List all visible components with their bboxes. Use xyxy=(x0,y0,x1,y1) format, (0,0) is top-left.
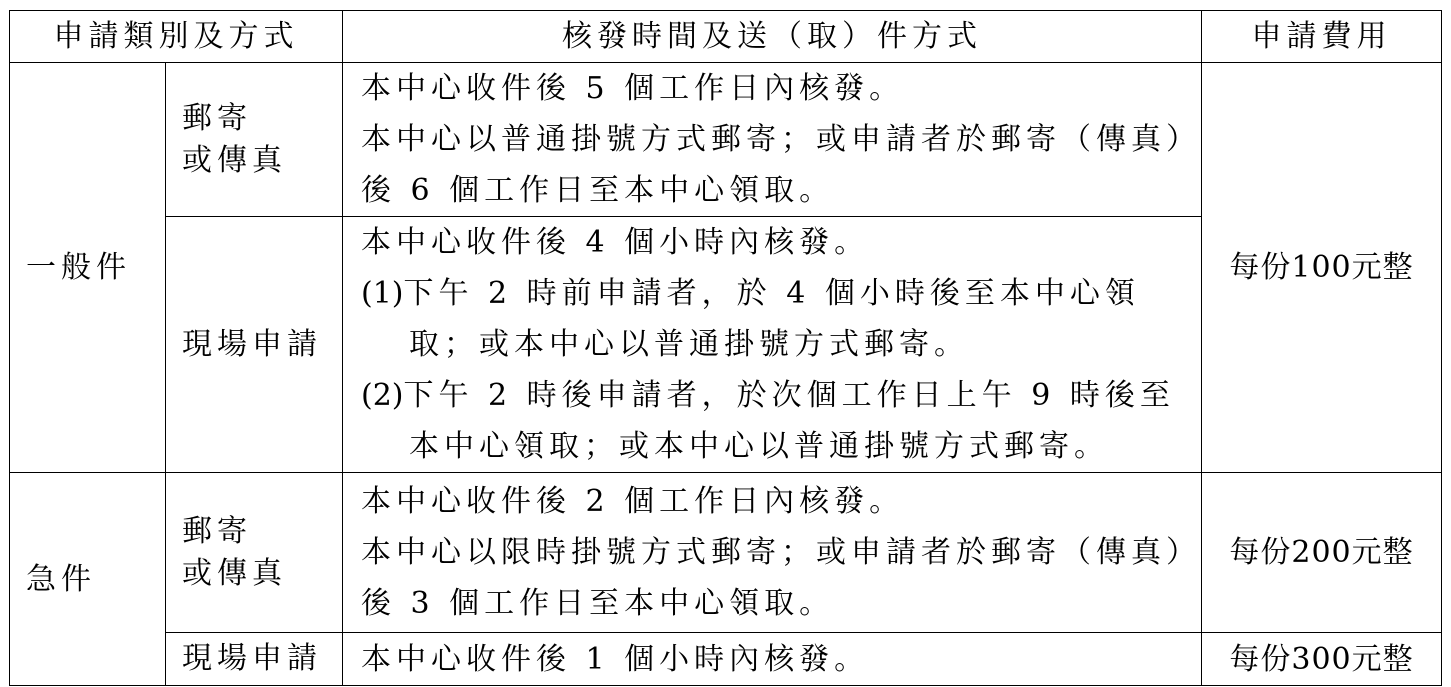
description-general-mail-fax xyxy=(343,63,1202,217)
description-line: 本中心以普通掛號方式郵寄；或申請者於郵寄（傳真）後 6 個工作日至本中心領取。 xyxy=(361,122,1186,208)
method-line: 郵寄 xyxy=(182,513,252,549)
fee-general: 每份100元整 xyxy=(1202,63,1442,473)
method-line: 或傳真 xyxy=(182,142,287,178)
list-item xyxy=(361,268,1187,370)
table-row-urgent-onsite xyxy=(10,633,1442,686)
description-line: 本中心收件後 2 個工作日內核發。 xyxy=(361,484,905,519)
method-onsite-general: 現場申請 xyxy=(166,217,343,473)
method-mail-fax-general xyxy=(166,63,343,217)
header-category-method: 申請類別及方式 xyxy=(10,11,343,63)
method-line: 郵寄 xyxy=(182,100,252,136)
category-urgent: 急件 xyxy=(10,473,166,686)
list-text: 下午 2 時後申請者，於次個工作日上午 9 時後至本中心領取；或本中心以普通掛號方式郵寄。 xyxy=(403,378,1175,464)
description-line: 本中心收件後 4 個小時內核發。 xyxy=(361,225,870,260)
header-issue-time-delivery: 核發時間及送（取）件方式 xyxy=(343,11,1202,63)
list-item xyxy=(361,370,1187,472)
list-number: (2) xyxy=(361,378,404,413)
fee-urgent-mail-fax: 每份200元整 xyxy=(1202,473,1442,633)
method-onsite-urgent: 現場申請 xyxy=(166,633,343,686)
method-line: 或傳真 xyxy=(182,555,287,591)
description-line: 本中心以限時掛號方式郵寄；或申請者於郵寄（傳真）後 3 個工作日至本中心領取。 xyxy=(361,535,1186,621)
method-mail-fax-urgent xyxy=(166,473,343,633)
header-row xyxy=(10,11,1442,63)
header-fee: 申請費用 xyxy=(1202,11,1442,63)
category-general: 一般件 xyxy=(10,63,166,473)
description-urgent-mail-fax xyxy=(343,473,1202,633)
table-row-general-mail-fax xyxy=(10,63,1442,217)
fee-urgent-onsite: 每份300元整 xyxy=(1202,633,1442,686)
table-row-urgent-mail-fax xyxy=(10,473,1442,633)
list-text: 下午 2 時前申請者，於 4 個小時後至本中心領取；或本中心以普通掛號方式郵寄。 xyxy=(403,276,1140,362)
description-urgent-onsite: 本中心收件後 1 個小時內核發。 xyxy=(343,633,1202,686)
application-fee-table xyxy=(9,10,1442,686)
list-number: (1) xyxy=(361,276,404,311)
description-line: 本中心收件後 5 個工作日內核發。 xyxy=(361,71,905,106)
description-general-onsite xyxy=(343,217,1202,473)
